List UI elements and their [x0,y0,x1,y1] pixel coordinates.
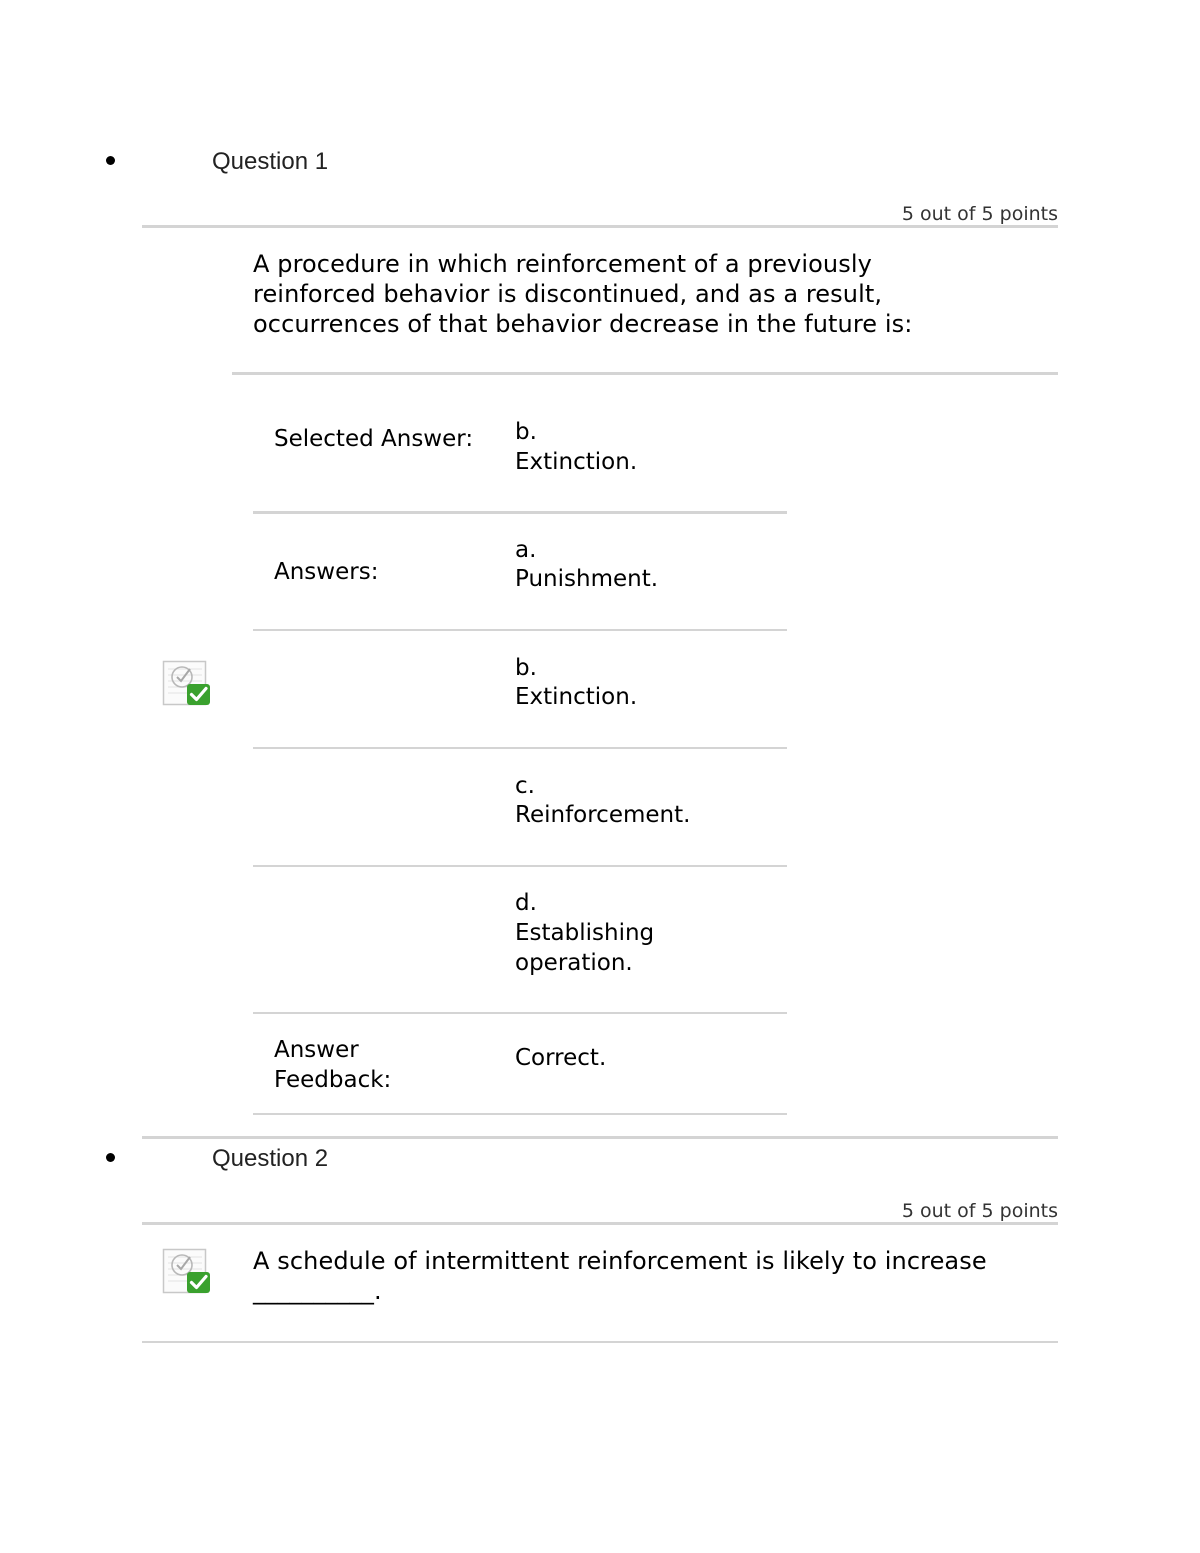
answers-label: Answers: [274,559,379,585]
feedback-text: Correct. [515,1045,607,1071]
bullet-icon [106,1153,115,1162]
bullet-icon [106,156,115,165]
answer-text: Establishing operation. [515,920,655,976]
question-points: 5 out of 5 points [901,203,1058,225]
feedback-label: Answer Feedback: [274,1037,392,1093]
correct-check-icon [162,1245,212,1295]
divider [142,1136,1058,1139]
divider [253,747,787,749]
divider [253,1113,787,1115]
divider [142,225,1058,228]
divider [253,629,787,631]
answer-letter: c. [515,773,535,799]
divider [253,1012,787,1014]
selected-answer-letter: b. [515,419,537,445]
answer-letter: b. [515,655,537,681]
answer-letter: a. [515,537,537,563]
answer-text: Punishment. [515,566,659,592]
divider [142,1341,1058,1343]
question-text: A schedule of intermittent reinforcement is likely to increase __________. [253,1247,987,1305]
divider [253,511,787,514]
selected-answer-label: Selected Answer: [274,426,474,452]
divider [142,1222,1058,1225]
divider [232,372,1058,375]
question-text: A procedure in which reinforcement of a previously reinforced behavior is discontinued, and as a result, occurrences of that behavior decrease in the future is: [253,250,913,338]
answer-text: Reinforcement. [515,802,691,828]
question-title: Question 1 [212,148,329,175]
question-title: Question 2 [212,1145,329,1172]
answer-text: Extinction. [515,684,638,710]
divider [253,865,787,867]
answer-letter: d. [515,890,537,916]
selected-answer-text: Extinction. [515,449,638,475]
correct-check-icon [162,657,212,707]
question-points: 5 out of 5 points [901,1200,1058,1222]
